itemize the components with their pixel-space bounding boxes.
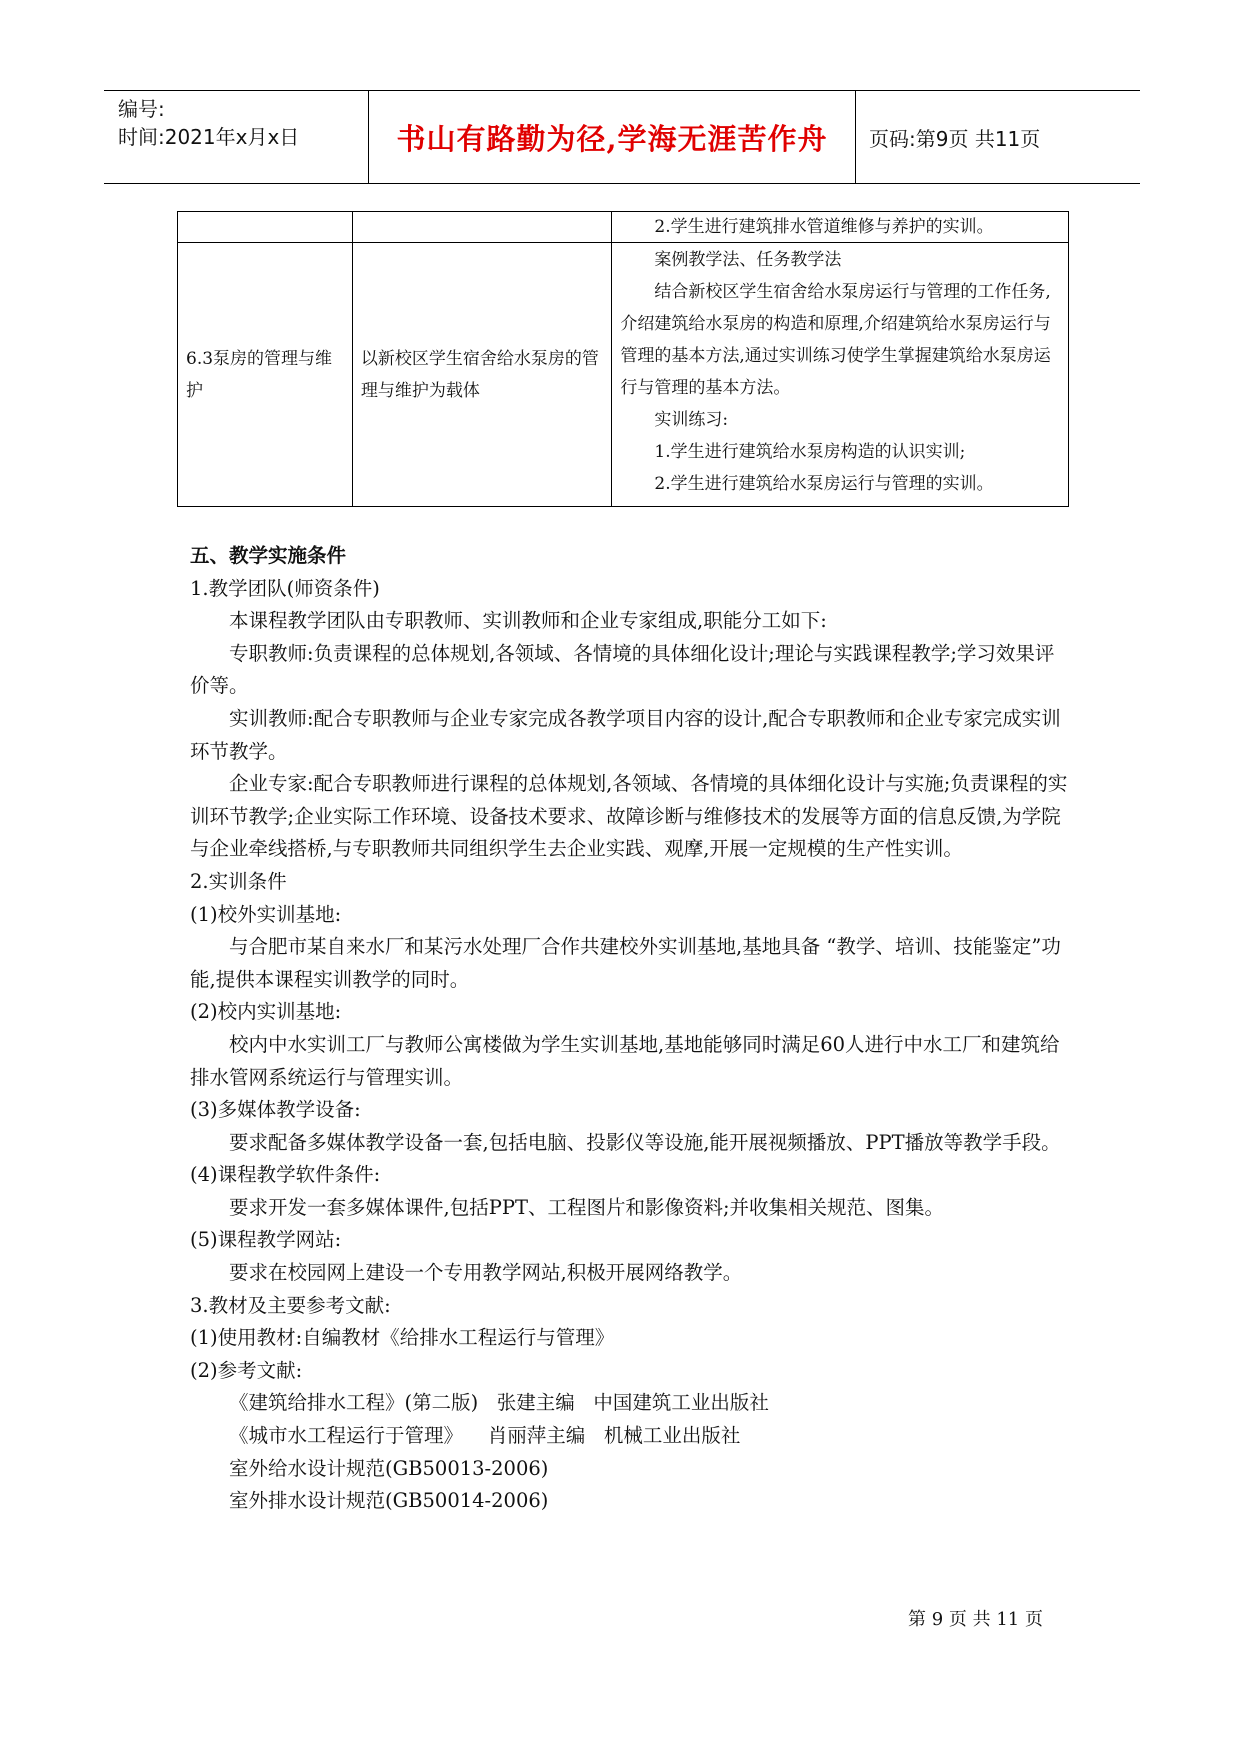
time-label: 时间:2021年x月x日 <box>118 125 300 149</box>
item-title: (1)使用教材:自编教材《给排水工程运行与管理》 <box>190 1326 615 1350</box>
table-cell <box>178 212 353 243</box>
reference-item: 室外给水设计规范(GB50013-2006) <box>229 1456 549 1480</box>
paragraph: 本课程教学团队由专职教师、实训教师和企业专家组成,职能分工如下: <box>229 609 827 633</box>
table-row <box>178 243 1069 507</box>
practice-item: 2.学生进行建筑给水泵房运行与管理的实训。 <box>654 474 994 494</box>
practice-item: 1.学生进行建筑给水泵房构造的认识实训; <box>654 442 966 462</box>
subsection-title: 3.教材及主要参考文献: <box>190 1293 391 1317</box>
paragraph: 要求在校园网上建设一个专用教学网站,积极开展网络教学。 <box>229 1261 743 1285</box>
section-title: 五、教学实施条件 <box>190 544 347 567</box>
paragraph: 校内中水实训工厂与教师公寓楼做为学生实训基地,基地能够同时满足60人进行中水工厂和建筑给排水管网系统运行与管理实训。 <box>190 1032 1060 1089</box>
item-title: (1)校外实训基地: <box>190 902 342 926</box>
table-row <box>178 212 1069 243</box>
item-title: (3)多媒体教学设备: <box>190 1098 361 1122</box>
header-left <box>118 91 368 187</box>
practice-label: 实训练习: <box>654 410 729 430</box>
paragraph: 企业专家:配合专职教师进行课程的总体规划,各领域、各情境的具体细化设计与实施;负责课程的实训环节教学;企业实际工作环境、设备技术要求、故障诊断与维修技术的发展等方面的信息反馈,为学院与企业牵线搭桥,与专职教师共同组织学生去企业实践、观摩,开展一定规模的生产性实训。 <box>190 772 1068 861</box>
number-label: 编号: <box>118 97 165 121</box>
motto: 书山有路勤为径,学海无涯苦作舟 <box>396 121 828 156</box>
methods: 案例教学法、任务教学法 <box>654 250 842 270</box>
module-title: 6.3泵房的管理与维护 <box>178 243 353 507</box>
paragraph: 实训教师:配合专职教师与企业专家完成各教学项目内容的设计,配合专职教师和企业专家完成实训环节教学。 <box>190 706 1061 763</box>
header-right <box>855 91 1154 183</box>
row1-text: 2.学生进行建筑排水管道维修与养护的实训。 <box>654 217 994 237</box>
item-title: (2)校内实训基地: <box>190 1000 342 1024</box>
item-title: (2)参考文献: <box>190 1358 303 1382</box>
paragraph: 专职教师:负责课程的总体规划,各领域、各情境的具体细化设计;理论与实践课程教学;学习效果评价等。 <box>190 641 1055 698</box>
item-title: (5)课程教学网站: <box>190 1228 342 1252</box>
course-table <box>177 211 1069 507</box>
item-title: (4)课程教学软件条件: <box>190 1163 381 1187</box>
module-content <box>612 243 1069 507</box>
table-cell <box>612 212 1069 243</box>
page-label: 页码:第9页 共11页 <box>869 126 1041 151</box>
header-middle <box>368 91 856 183</box>
module-carrier: 以新校区学生宿舍给水泵房的管理与维护为载体 <box>352 243 612 507</box>
reference-item: 室外排水设计规范(GB50014-2006) <box>229 1489 549 1513</box>
page-header <box>104 90 1140 184</box>
table-cell <box>352 212 612 243</box>
description: 结合新校区学生宿舍给水泵房运行与管理的工作任务,介绍建筑给水泵房的构造和原理,介绍建筑给水泵房运行与管理的基本方法,通过实训练习使学生掌握建筑给水泵房运行与管理的基本方法。 <box>620 282 1051 398</box>
page-footer: 第 9 页 共 11 页 <box>908 1609 1043 1630</box>
reference-item: 《建筑给排水工程》(第二版) 张建主编 中国建筑工业出版社 <box>229 1391 769 1415</box>
subsection-title: 1.教学团队(师资条件) <box>190 576 380 600</box>
paragraph: 要求配备多媒体教学设备一套,包括电脑、投影仪等设施,能开展视频播放、PPT播放等教学手段。 <box>229 1130 1061 1154</box>
reference-item: 《城市水工程运行于管理》 肖丽萍主编 机械工业出版社 <box>229 1424 741 1448</box>
document-body <box>190 540 1070 1518</box>
paragraph: 要求开发一套多媒体课件,包括PPT、工程图片和影像资料;并收集相关规范、图集。 <box>229 1195 945 1219</box>
paragraph: 与合肥市某自来水厂和某污水处理厂合作共建校外实训基地,基地具备 “教学、培训、技能鉴定”功能,提供本课程实训教学的同时。 <box>190 935 1061 991</box>
subsection-title: 2.实训条件 <box>190 869 287 893</box>
